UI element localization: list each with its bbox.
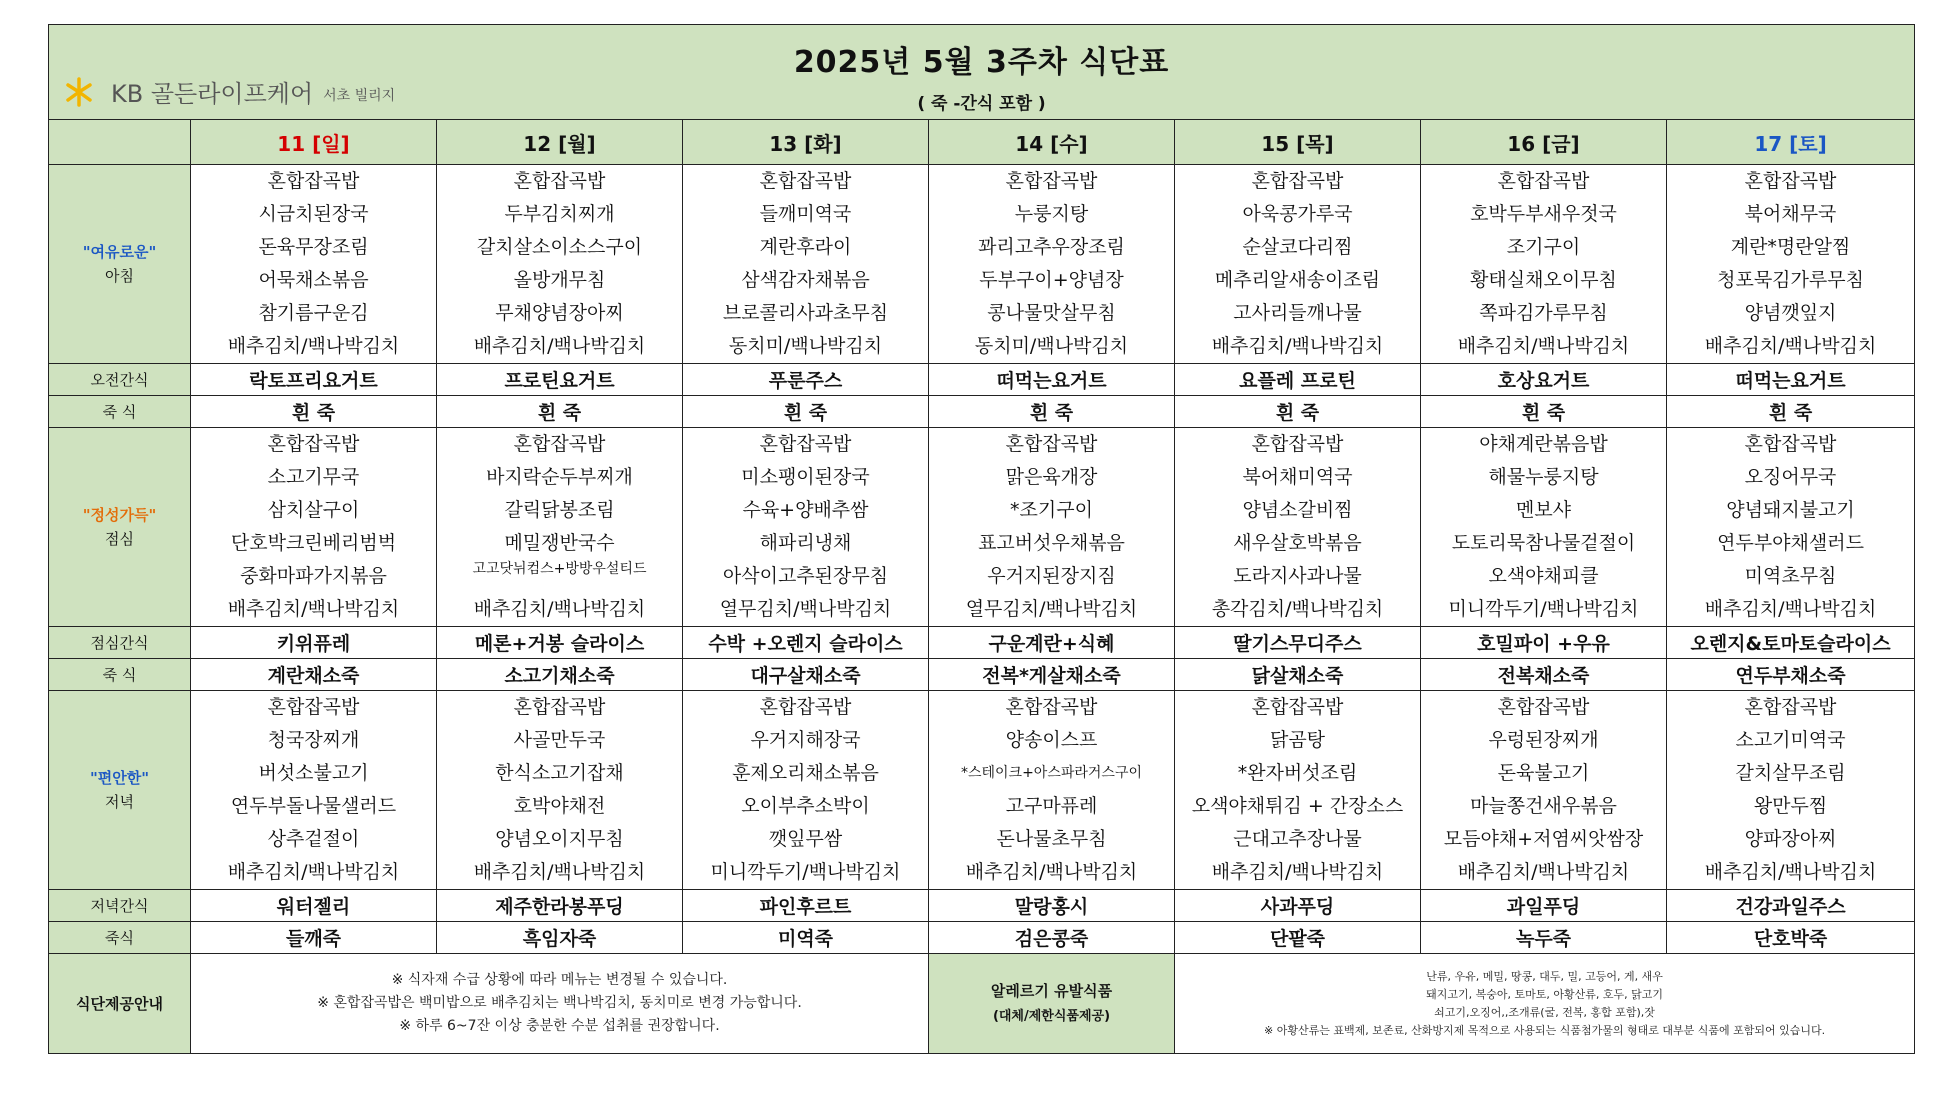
- menu-item: 동치미/백나박김치: [728, 335, 883, 357]
- menu-item: 혼합잡곡밥: [267, 696, 360, 718]
- page-title: 2025년 5월 3주차 식단표: [793, 44, 1170, 80]
- menu-item: 시금치된장국: [258, 203, 369, 225]
- dinner-snack-label: 저녁간식: [49, 890, 191, 922]
- day-header: 12 [월]: [437, 120, 683, 165]
- menu-item: 메밀쟁반국수: [504, 532, 615, 554]
- menu-item: 연두부야채샐러드: [1717, 532, 1864, 554]
- menu-item: 해파리냉채: [759, 532, 852, 554]
- am-snack-cell: 떠먹는요거트: [929, 364, 1175, 396]
- menu-item: 혼합잡곡밥: [759, 433, 852, 455]
- am-porridge-cell: 흰 죽: [191, 396, 437, 428]
- menu-item: 북어채무국: [1744, 203, 1837, 225]
- menu-item: 오이부추소박이: [741, 795, 870, 817]
- menu-item: 미역초무침: [1744, 565, 1837, 587]
- menu-item: 브로콜리사과초무침: [722, 302, 889, 324]
- menu-item: 혼합잡곡밥: [267, 170, 360, 192]
- day-header: 16 [금]: [1421, 120, 1667, 165]
- menu-item: 혼합잡곡밥: [1251, 433, 1344, 455]
- footer-note: ※ 하루 6~7잔 이상 충분한 수분 섭취를 권장합니다.: [399, 1018, 720, 1034]
- night-porridge-cell: 단팥죽: [1175, 922, 1421, 954]
- menu-item: 바지락순두부찌개: [486, 466, 633, 488]
- menu-item: 호박두부새우젓국: [1470, 203, 1617, 225]
- menu-item: 어묵채소볶음: [258, 269, 369, 291]
- night-porridge-cell: 단호박죽: [1667, 922, 1915, 954]
- menu-sheet: [48, 24, 1914, 1054]
- dinner-snack-cell: 말랑홍시: [929, 890, 1175, 922]
- menu-table: [48, 24, 1915, 1054]
- pm-porridge-label: 죽 식: [49, 659, 191, 691]
- menu-item: 혼합잡곡밥: [1744, 170, 1837, 192]
- corner-cell: [49, 120, 191, 165]
- logo: [65, 74, 395, 109]
- dinner-cell: [437, 691, 683, 890]
- menu-item: 근대고추장나물: [1233, 828, 1362, 850]
- menu-item: 버섯소불고기: [258, 762, 369, 784]
- dinner-snack-cell: 건강과일주스: [1667, 890, 1915, 922]
- menu-item: 누룽지탕: [1014, 203, 1089, 225]
- pm-porridge-cell: 전복*게살채소죽: [929, 659, 1175, 691]
- lunch-snack-row: [49, 627, 1915, 659]
- am-porridge-cell: 흰 죽: [1175, 396, 1421, 428]
- am-porridge-row: [49, 396, 1915, 428]
- dinner-snack-cell: 사과푸딩: [1175, 890, 1421, 922]
- menu-item: 계란후라이: [759, 236, 852, 258]
- menu-item: 갈릭닭봉조림: [504, 499, 615, 521]
- menu-item: 혼합잡곡밥: [1005, 696, 1098, 718]
- menu-item: 혼합잡곡밥: [759, 170, 852, 192]
- menu-item: *조기구이: [1010, 499, 1093, 521]
- menu-item: 연두부돌나물샐러드: [230, 795, 397, 817]
- dinner-label: "편안한" 저녁: [49, 691, 191, 890]
- menu-item: 배추김치/백나박김치: [473, 861, 646, 883]
- dinner-snack-cell: 제주한라봉푸딩: [437, 890, 683, 922]
- am-porridge-cell: 흰 죽: [683, 396, 929, 428]
- am-porridge-cell: 흰 죽: [437, 396, 683, 428]
- lunch-snack-cell: 딸기스무디주스: [1175, 627, 1421, 659]
- night-porridge-row: [49, 922, 1915, 954]
- breakfast-cell: [191, 165, 437, 364]
- menu-item: 꽈리고추우장조림: [978, 236, 1125, 258]
- menu-item: 혼합잡곡밥: [1251, 696, 1344, 718]
- dinner-cell: [1667, 691, 1915, 890]
- menu-item: 들깨미역국: [759, 203, 852, 225]
- day-header: 11 [일]: [191, 120, 437, 165]
- night-porridge-cell: 검은콩죽: [929, 922, 1175, 954]
- menu-item: 미니깍두기/백나박김치: [710, 861, 901, 883]
- footer-notes: [191, 954, 929, 1054]
- menu-item: 갈치살소이소스구이: [476, 236, 643, 258]
- am-porridge-label: 죽 식: [49, 396, 191, 428]
- am-snack-row: [49, 364, 1915, 396]
- allergy-info: [1175, 954, 1915, 1054]
- menu-item: 돈나물초무침: [996, 828, 1107, 850]
- menu-item: 혼합잡곡밥: [1251, 170, 1344, 192]
- menu-item: 배추김치/백나박김치: [1211, 861, 1384, 883]
- menu-item: 혼합잡곡밥: [513, 433, 606, 455]
- am-porridge-cell: 흰 죽: [1421, 396, 1667, 428]
- menu-item: 훈제오리채소볶음: [732, 762, 879, 784]
- am-snack-label: 오전간식: [49, 364, 191, 396]
- breakfast-cell: [929, 165, 1175, 364]
- night-porridge-label: 죽식: [49, 922, 191, 954]
- night-porridge-cell: 들깨죽: [191, 922, 437, 954]
- pm-porridge-cell: 소고기채소죽: [437, 659, 683, 691]
- menu-item: 조기구이: [1506, 236, 1581, 258]
- menu-item: 우렁된장찌개: [1488, 729, 1599, 751]
- menu-item: 배추김치/백나박김치: [227, 335, 400, 357]
- menu-item: *스테이크+아스파라거스구이: [960, 765, 1143, 781]
- lunch-cell: [191, 428, 437, 627]
- menu-item: 혼합잡곡밥: [1497, 170, 1590, 192]
- menu-item: 돈육불고기: [1497, 762, 1590, 784]
- menu-item: 사골만두국: [513, 729, 606, 751]
- lunch-snack-cell: 키위퓨레: [191, 627, 437, 659]
- dinner-cell: [1175, 691, 1421, 890]
- breakfast-cell: [683, 165, 929, 364]
- pm-porridge-cell: 닭살채소죽: [1175, 659, 1421, 691]
- menu-item: 삼색감자채볶음: [741, 269, 870, 291]
- menu-item: 혼합잡곡밥: [1005, 170, 1098, 192]
- breakfast-cell: [437, 165, 683, 364]
- am-snack-cell: 요플레 프로틴: [1175, 364, 1421, 396]
- am-snack-cell: 푸룬주스: [683, 364, 929, 396]
- menu-item: 쪽파김가루무침: [1479, 302, 1608, 324]
- am-snack-cell: 떠먹는요거트: [1667, 364, 1915, 396]
- menu-item: 양념돼지불고기: [1726, 499, 1855, 521]
- menu-item: 청포묵김가루무침: [1717, 269, 1864, 291]
- menu-item: 배추김치/백나박김치: [1704, 335, 1877, 357]
- breakfast-cell: [1421, 165, 1667, 364]
- lunch-row: [49, 428, 1915, 627]
- lunch-snack-label: 점심간식: [49, 627, 191, 659]
- menu-item: 동치미/백나박김치: [974, 335, 1129, 357]
- day-header: 14 [수]: [929, 120, 1175, 165]
- dinner-cell: [191, 691, 437, 890]
- lunch-snack-cell: 메론+거봉 슬라이스: [437, 627, 683, 659]
- menu-item: 열무김치/백나박김치: [719, 598, 892, 620]
- menu-item: 도라지사과나물: [1233, 565, 1362, 587]
- menu-item: 청국장찌개: [267, 729, 360, 751]
- breakfast-cell: [1175, 165, 1421, 364]
- day-header: 17 [토]: [1667, 120, 1915, 165]
- menu-item: 우거지된장지짐: [987, 565, 1116, 587]
- menu-item: 배추김치/백나박김치: [473, 335, 646, 357]
- menu-item: 양념깻잎지: [1744, 302, 1837, 324]
- logo-branch: 서초 빌리지: [323, 87, 396, 104]
- menu-item: 배추김치/백나박김치: [227, 861, 400, 883]
- allergy-line: 난류, 우유, 메밀, 땅콩, 대두, 밀, 고등어, 게, 새우: [1426, 969, 1663, 983]
- menu-item: 황태실채오이무침: [1470, 269, 1617, 291]
- menu-item: 마늘쫑건새우볶음: [1470, 795, 1617, 817]
- menu-item: 북어채미역국: [1242, 466, 1353, 488]
- menu-item: 총각김치/백나박김치: [1211, 598, 1384, 620]
- night-porridge-cell: 흑임자죽: [437, 922, 683, 954]
- menu-item: 참기름구운김: [258, 302, 369, 324]
- menu-item: 해물누룽지탕: [1488, 466, 1599, 488]
- night-porridge-cell: 미역죽: [683, 922, 929, 954]
- night-porridge-cell: 녹두죽: [1421, 922, 1667, 954]
- menu-item: 모듬야채+저염씨앗쌈장: [1443, 828, 1644, 850]
- menu-item: 중화마파가지볶음: [240, 565, 387, 587]
- lunch-cell: [437, 428, 683, 627]
- menu-item: 콩나물맛살무침: [987, 302, 1116, 324]
- menu-item: 우거지해장국: [750, 729, 861, 751]
- menu-item: 왕만두찜: [1753, 795, 1828, 817]
- menu-item: 혼합잡곡밥: [1744, 696, 1837, 718]
- menu-item: *완자버섯조림: [1237, 762, 1358, 784]
- dinner-cell: [1421, 691, 1667, 890]
- pm-porridge-cell: 전복채소죽: [1421, 659, 1667, 691]
- header: [49, 25, 1915, 120]
- menu-item: 순살코다리찜: [1242, 236, 1353, 258]
- menu-item: 배추김치/백나박김치: [965, 861, 1138, 883]
- menu-item: 새우살호박볶음: [1233, 532, 1362, 554]
- menu-item: 배추김치/백나박김치: [227, 598, 400, 620]
- breakfast-label: "여유로운" 아침: [49, 165, 191, 364]
- lunch-cell: [683, 428, 929, 627]
- menu-item: 배추김치/백나박김치: [1457, 861, 1630, 883]
- menu-item: 양념오이지무침: [495, 828, 624, 850]
- menu-item: 오색야채튀김 + 간장소스: [1191, 795, 1404, 817]
- menu-item: 두부구이+양념장: [979, 269, 1124, 291]
- dinner-cell: [683, 691, 929, 890]
- menu-item: 야채계란볶음밥: [1479, 433, 1608, 455]
- menu-item: 갈치살무조림: [1735, 762, 1846, 784]
- menu-item: 계란*명란알찜: [1730, 236, 1851, 258]
- menu-item: 배추김치/백나박김치: [473, 598, 646, 620]
- menu-item: 미소팽이된장국: [741, 466, 870, 488]
- menu-item: 수육+양배추쌈: [742, 499, 869, 521]
- dinner-snack-cell: 파인후르트: [683, 890, 929, 922]
- menu-item: 상추겉절이: [267, 828, 360, 850]
- lunch-snack-cell: 구운계란+식혜: [929, 627, 1175, 659]
- lunch-cell: [1175, 428, 1421, 627]
- menu-item: 고구마퓨레: [1005, 795, 1098, 817]
- allergy-line: 돼지고기, 복숭아, 토마토, 아황산류, 호두, 닭고기: [1426, 987, 1663, 1001]
- menu-item: 배추김치/백나박김치: [1457, 335, 1630, 357]
- menu-item: 올방개무침: [513, 269, 606, 291]
- menu-item: 무채양념장아찌: [495, 302, 624, 324]
- menu-item: 소고기무국: [267, 466, 360, 488]
- dinner-snack-cell: 워터젤리: [191, 890, 437, 922]
- menu-item: 오색야채피클: [1488, 565, 1599, 587]
- menu-item: 혼합잡곡밥: [1744, 433, 1837, 455]
- pm-porridge-cell: 대구살채소죽: [683, 659, 929, 691]
- menu-item: 양념소갈비찜: [1242, 499, 1353, 521]
- menu-item: 혼합잡곡밥: [759, 696, 852, 718]
- menu-item: 멘보샤: [1515, 499, 1572, 521]
- lunch-cell: [1421, 428, 1667, 627]
- allergy-label: 알레르기 유발식품 (대체/제한식품제공): [929, 954, 1175, 1054]
- menu-item: 혼합잡곡밥: [1005, 433, 1098, 455]
- allergy-line: ※ 아황산류는 표백제, 보존료, 산화방지제 목적으로 사용되는 식품첨가물의 형태로 대부분 식품에 포함되어 있습니다.: [1263, 1023, 1826, 1037]
- menu-item: 깻잎무쌈: [768, 828, 843, 850]
- footer-note: ※ 식자재 수급 상황에 따라 메뉴는 변경될 수 있습니다.: [391, 972, 728, 988]
- menu-item: 양송이스프: [1005, 729, 1098, 751]
- menu-item: 배추김치/백나박김치: [1211, 335, 1384, 357]
- day-header-row: [49, 120, 1915, 165]
- menu-item: 아욱콩가루국: [1242, 203, 1353, 225]
- footer-note: ※ 혼합잡곡밥은 백미밥으로 배추김치는 백나박김치, 동치미로 변경 가능합니다.: [317, 995, 802, 1011]
- menu-item: 오징어무국: [1744, 466, 1837, 488]
- menu-item: 맑은육개장: [1005, 466, 1098, 488]
- menu-item: 혼합잡곡밥: [267, 433, 360, 455]
- menu-item: 삼치살구이: [267, 499, 360, 521]
- breakfast-row: [49, 165, 1915, 364]
- menu-item: 열무김치/백나박김치: [965, 598, 1138, 620]
- menu-item: 돈육무장조림: [258, 236, 369, 258]
- menu-item: 고사리들깨나물: [1233, 302, 1362, 324]
- footer-label: 식단제공안내: [49, 954, 191, 1054]
- dinner-snack-cell: 과일푸딩: [1421, 890, 1667, 922]
- pm-porridge-cell: 연두부채소죽: [1667, 659, 1915, 691]
- menu-item: 혼합잡곡밥: [513, 696, 606, 718]
- menu-item: 혼합잡곡밥: [1497, 696, 1590, 718]
- dinner-snack-row: [49, 890, 1915, 922]
- am-snack-cell: 락토프리요거트: [191, 364, 437, 396]
- menu-item: 미니깍두기/백나박김치: [1448, 598, 1639, 620]
- menu-item: 단호박크린베리범벅: [230, 532, 397, 554]
- footer-row: [49, 954, 1915, 1054]
- menu-item: 닭곰탕: [1269, 729, 1326, 751]
- pm-porridge-cell: 계란채소죽: [191, 659, 437, 691]
- menu-item: 호박야채전: [513, 795, 606, 817]
- lunch-label: "정성가득" 점심: [49, 428, 191, 627]
- lunch-snack-cell: 수박 +오렌지 슬라이스: [683, 627, 929, 659]
- am-snack-cell: 프로틴요거트: [437, 364, 683, 396]
- allergy-line: 쇠고기,오징어,,조개류(굴, 전복, 홍합 포함),잣: [1434, 1005, 1655, 1019]
- menu-item: 표고버섯우채볶음: [978, 532, 1125, 554]
- menu-item: 배추김치/백나박김치: [1704, 861, 1877, 883]
- dinner-row: [49, 691, 1915, 890]
- am-porridge-cell: 흰 죽: [929, 396, 1175, 428]
- am-snack-cell: 호상요거트: [1421, 364, 1667, 396]
- breakfast-cell: [1667, 165, 1915, 364]
- menu-item: 한식소고기잡채: [495, 762, 624, 784]
- menu-item: 혼합잡곡밥: [513, 170, 606, 192]
- pm-porridge-row: [49, 659, 1915, 691]
- am-porridge-cell: 흰 죽: [1667, 396, 1915, 428]
- logo-brand: KB 골든라이프케어: [111, 80, 314, 108]
- menu-item: 메추리알새송이조림: [1214, 269, 1381, 291]
- day-header: 13 [화]: [683, 120, 929, 165]
- menu-item: 고고닷뉘컴스+방방우설티드: [472, 561, 647, 577]
- menu-item: 두부김치찌개: [504, 203, 615, 225]
- menu-item: 아삭이고추된장무침: [722, 565, 889, 587]
- lunch-snack-cell: 오렌지&토마토슬라이스: [1667, 627, 1915, 659]
- menu-item: 도토리묵참나물겉절이: [1451, 532, 1636, 554]
- day-header: 15 [목]: [1175, 120, 1421, 165]
- menu-item: 소고기미역국: [1735, 729, 1846, 751]
- lunch-cell: [1667, 428, 1915, 627]
- lunch-snack-cell: 호밀파이 +우유: [1421, 627, 1667, 659]
- menu-item: 양파장아찌: [1744, 828, 1837, 850]
- kb-star-icon: [65, 76, 105, 108]
- menu-item: 배추김치/백나박김치: [1704, 598, 1877, 620]
- dinner-cell: [929, 691, 1175, 890]
- lunch-cell: [929, 428, 1175, 627]
- page-subtitle: ( 죽 -간식 포함 ): [917, 93, 1046, 114]
